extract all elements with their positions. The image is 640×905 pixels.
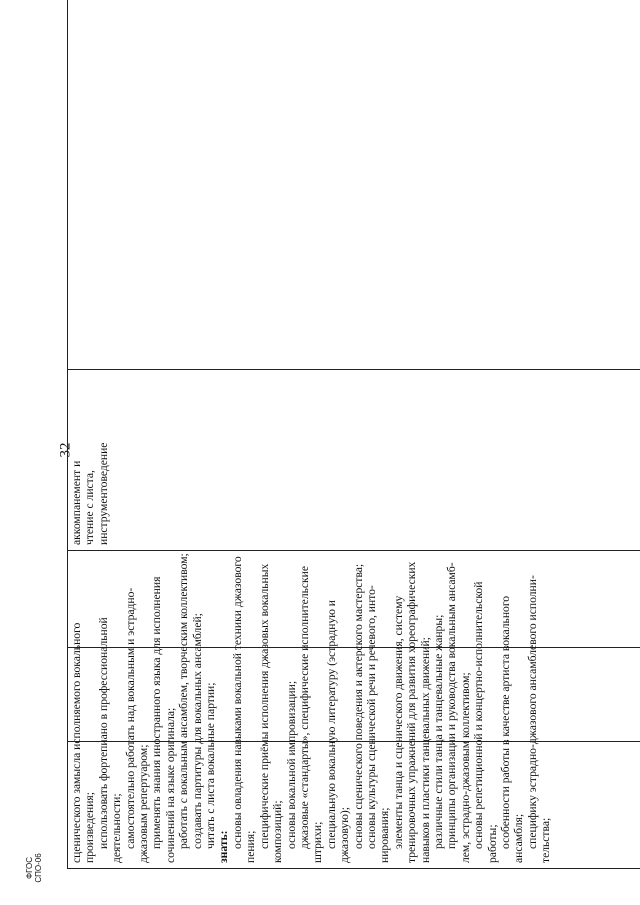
competency-line: основы вокальной импровизации; <box>284 680 298 849</box>
competency-line: самостоятельно работать над вокальным и эстрадно- <box>123 587 137 849</box>
competency-line: ансамбля; <box>512 813 526 863</box>
discipline-line: инструментоведение <box>96 442 110 545</box>
competency-line: создавать партитуры для вокальных ансамблей; <box>190 613 204 849</box>
competency-line: знать: <box>217 830 231 863</box>
competency-line: пения; <box>244 830 258 863</box>
competency-line: джазовые «стандарты», специфические исполнительские <box>297 565 311 849</box>
curriculum-table <box>67 35 640 869</box>
disciplines-cell <box>68 370 640 551</box>
competency-line: специальную вокальную литературу (эстрадную и <box>324 599 338 849</box>
competency-line: сочинений на языке оригинала; <box>163 707 177 863</box>
discipline-line: аккомпанемент и <box>70 460 83 545</box>
competency-line: сценического замысла исполняемого вокального <box>70 622 83 863</box>
competency-line: нирования; <box>378 807 392 863</box>
competency-line: элементы танца и сценического движения, систему <box>391 595 405 849</box>
page-number: 32 <box>57 442 74 458</box>
discipline-line: чтение с листа, <box>83 470 97 545</box>
competency-line: основы овладения навыками вокальной техники джазового <box>230 556 244 849</box>
competency-line: штрихи; <box>311 821 325 863</box>
competency-line: тельства; <box>539 817 553 863</box>
competency-line: лем, эстрадно-джазовым коллективом; <box>458 672 472 863</box>
competency-line: принципы организации и руководства вокальным ансамб- <box>445 562 459 849</box>
competency-line: особенности работы в качестве артиста вокального <box>499 595 512 849</box>
competency-line: джазовую); <box>338 807 352 863</box>
competency-line: деятельности; <box>110 793 124 863</box>
competency-line: тренировочных упражнений для развития хореографических <box>405 561 419 863</box>
competency-line: навыков и пластики танцевальных движений; <box>418 637 432 863</box>
competency-line: читать с листа вокальные партии; <box>204 682 218 849</box>
empty-cell-codes <box>68 0 640 370</box>
competency-line: специфику эстрадно-джазового ансамблевого исполни- <box>525 575 539 849</box>
competency-line: композиций; <box>271 800 285 863</box>
competency-line: работать с вокальным ансамблем, творческим коллективом; <box>177 553 191 849</box>
competency-line: основы культуры сценической речи и речевого, инто- <box>364 585 378 849</box>
competency-line: использовать фортепиано в профессиональной <box>96 617 110 849</box>
competency-line: различные стили танца и танцевальные жанры; <box>431 614 445 849</box>
competency-line: специфические приёмы исполнения джазовых вокальных <box>257 563 271 849</box>
competency-line: основы сценического поведения и актерского мастерства; <box>351 563 365 849</box>
footer-label: ФГОС СПО-06 <box>25 853 43 883</box>
competency-line: произведения; <box>83 792 97 863</box>
competency-line: джазовым репертуаром; <box>137 744 151 863</box>
competency-line: применять знания иностранного языка для исполнения <box>150 576 164 849</box>
competency-line: основы репетиционной и концертно-исполнительской <box>472 581 486 849</box>
competencies-cell <box>68 553 640 869</box>
competency-line: работы; <box>485 824 499 863</box>
